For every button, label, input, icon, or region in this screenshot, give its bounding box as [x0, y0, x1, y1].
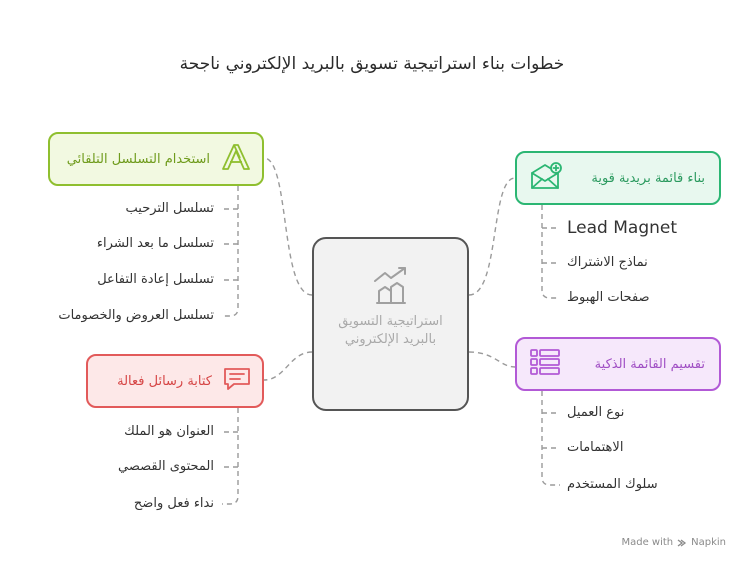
leaf-welcome-sequence: تسلسل الترحيب — [125, 201, 214, 216]
list-icon — [529, 348, 561, 380]
link-center-segmentation — [469, 352, 515, 367]
leaf-headline-is-king: العنوان هو الملك — [124, 424, 214, 439]
branch-segmentation[interactable] — [515, 337, 721, 391]
leaf-story-content: المحتوى القصصي — [118, 459, 214, 474]
branch-writing[interactable] — [86, 354, 264, 408]
message-icon — [222, 366, 252, 396]
link-writing-leaves — [222, 408, 238, 504]
branch-writing-label: كتابة رسائل فعالة — [117, 373, 212, 389]
watermark[interactable] — [621, 537, 726, 548]
branch-automation[interactable] — [48, 132, 264, 186]
link-automation-leaves — [222, 186, 238, 316]
link-segmentation-leaves — [542, 391, 560, 485]
branch-segmentation-label: تقسيم القائمة الذكية — [594, 356, 705, 372]
mail-plus-icon — [529, 161, 563, 195]
leaf-customer-type: نوع العميل — [567, 405, 625, 420]
automation-a-icon — [220, 142, 252, 176]
link-center-list — [469, 178, 515, 295]
central-node[interactable] — [312, 237, 469, 411]
leaf-offers-sequence: تسلسل العروض والخصومات — [58, 308, 214, 323]
napkin-logo-icon — [677, 538, 687, 548]
watermark-prefix: Made with — [621, 537, 674, 548]
leaf-lead-magnet: Lead Magnet — [567, 218, 678, 238]
branch-list-building-label: بناء قائمة بريدية قوية — [591, 170, 705, 186]
central-node-label: استراتيجية التسويق بالبريد الإلكتروني — [338, 314, 443, 347]
link-center-automation — [264, 158, 312, 295]
leaf-reengagement-sequence: تسلسل إعادة التفاعل — [97, 272, 214, 287]
branch-list-building[interactable] — [515, 151, 721, 205]
branch-automation-label: استخدام التسلسل التلقائي — [66, 151, 210, 167]
leaf-interests: الاهتمامات — [567, 440, 624, 455]
leaf-user-behavior: سلوك المستخدم — [567, 477, 658, 492]
link-list-leaves — [542, 205, 560, 298]
chart-growth-icon — [369, 263, 413, 307]
leaf-landing-pages: صفحات الهبوط — [567, 290, 650, 305]
link-center-writing — [264, 352, 312, 380]
leaf-post-purchase-sequence: تسلسل ما بعد الشراء — [96, 236, 214, 251]
diagram-title: خطوات بناء استراتيجية تسويق بالبريد الإلكتروني ناجحة — [179, 54, 565, 74]
watermark-brand: Napkin — [691, 537, 726, 548]
leaf-clear-cta: نداء فعل واضح — [133, 496, 214, 511]
leaf-signup-forms: نماذج الاشتراك — [567, 255, 648, 270]
